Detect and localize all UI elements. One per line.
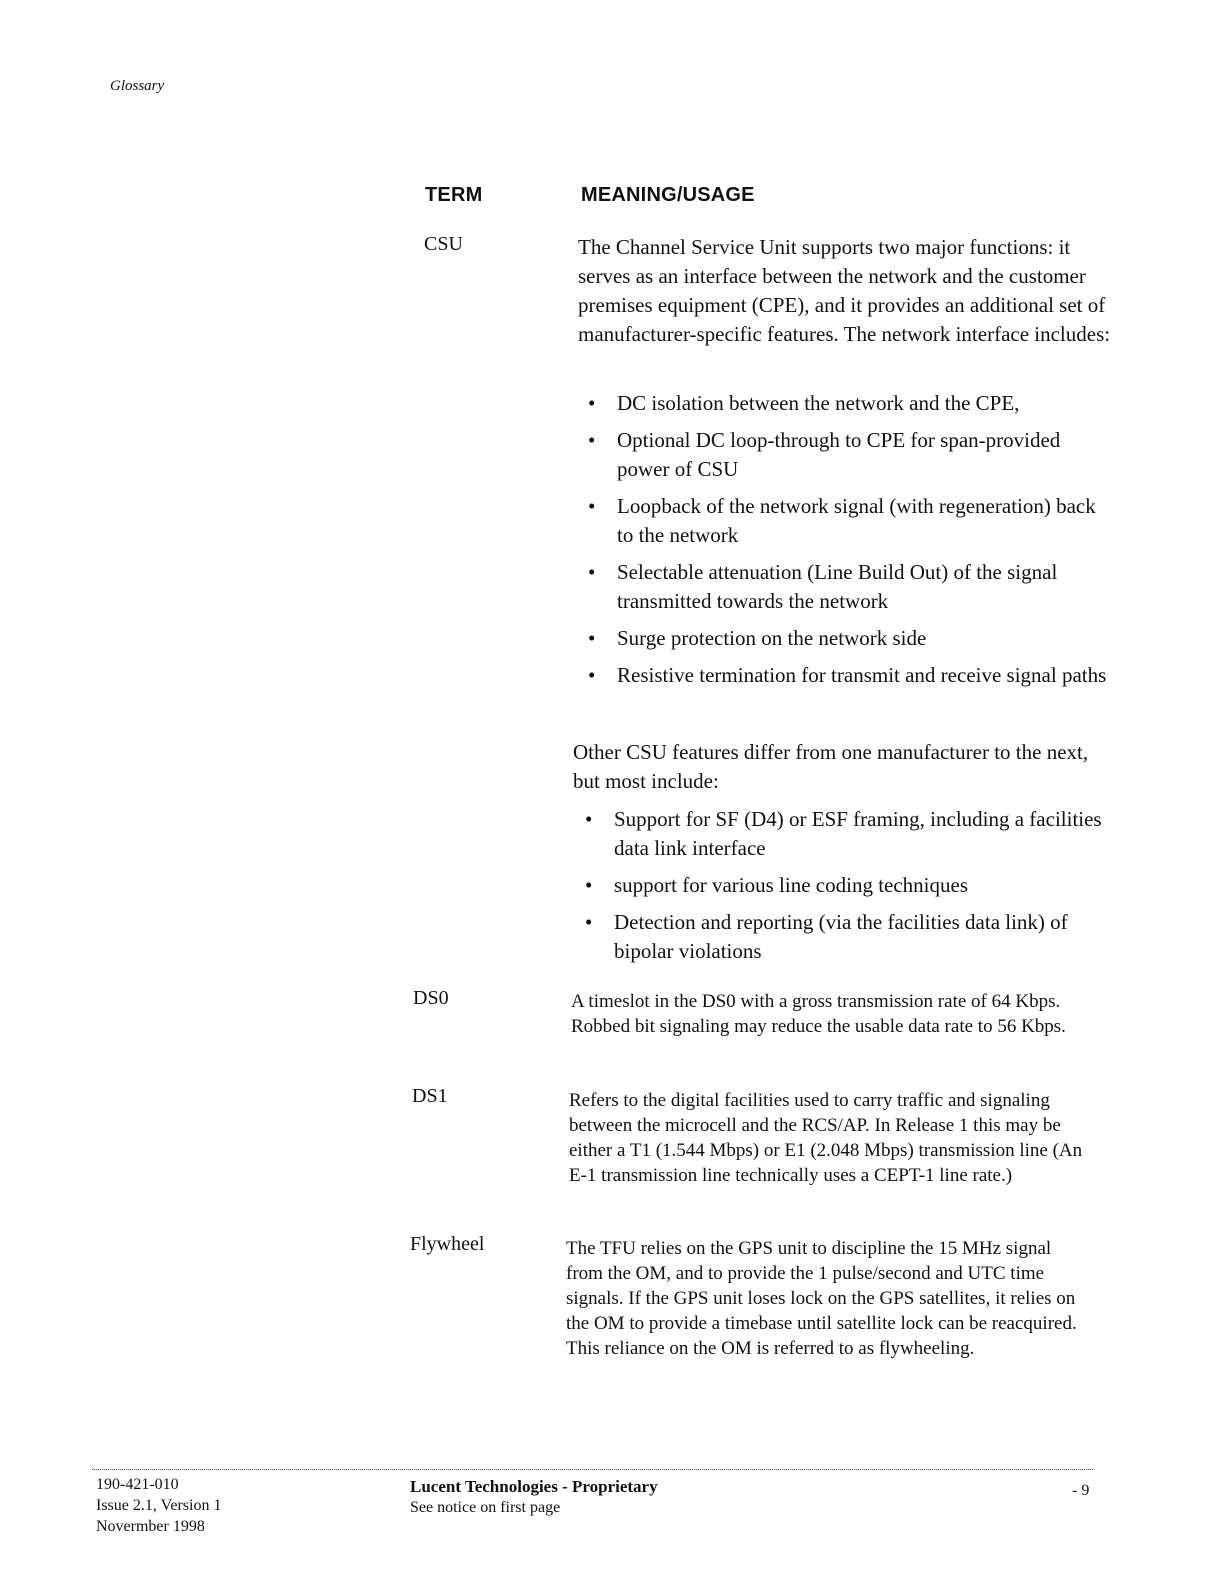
csu-network-interface-list (584, 389, 1114, 698)
list-item-text: DC isolation between the network and the CPE, (617, 391, 1020, 415)
bullet-icon: • (585, 873, 593, 897)
term-flywheel: Flywheel (410, 1233, 485, 1255)
footer-divider (92, 1469, 1093, 1470)
list-item-text: Detection and reporting (via the facilities data link) of bipolar violations (614, 910, 1068, 963)
term-ds1: DS1 (412, 1085, 448, 1107)
list-item-text: Optional DC loop-through to CPE for span-provided power of CSU (617, 428, 1061, 481)
bullet-icon: • (588, 626, 596, 650)
list-item-text: Selectable attenuation (Line Build Out) of the signal transmitted towards the network (617, 560, 1058, 613)
meaning-column-heading: MEANING/USAGE (581, 184, 755, 206)
list-item-text: Loopback of the network signal (with regeneration) back to the network (617, 494, 1096, 547)
list-item-text: support for various line coding techniques (614, 873, 969, 897)
term-ds0: DS0 (413, 987, 449, 1009)
list-item (584, 426, 1114, 484)
ds0-definition: A timeslot in the DS0 with a gross transmission rate of 64 Kbps. Robbed bit signaling may reduce the usable data rate to 56 Kbps. (571, 991, 1066, 1037)
page-number: - 9 (1072, 1482, 1090, 1499)
footer-proprietary-notice (410, 1476, 658, 1518)
document-number: 190-421-010 (96, 1476, 179, 1493)
list-item-text: Surge protection on the network side (617, 626, 927, 650)
bullet-icon: • (588, 663, 596, 687)
issue-version: Issue 2.1, Version 1 (96, 1497, 222, 1514)
list-item-text: Support for SF (D4) or ESF framing, including a facilities data link interface (614, 807, 1102, 860)
bullet-icon: • (585, 807, 593, 831)
list-item (584, 389, 1114, 418)
issue-date: Novermber 1998 (96, 1518, 205, 1535)
list-item-text: Resistive termination for transmit and receive signal paths (617, 663, 1107, 687)
bullet-icon: • (588, 391, 596, 415)
list-item (584, 558, 1114, 616)
csu-other-features-list (581, 805, 1111, 974)
company-name: Lucent Technologies - Proprietary (410, 1477, 658, 1496)
term-csu: CSU (424, 233, 463, 255)
term-column-heading: TERM (425, 184, 483, 206)
bullet-icon: • (585, 910, 593, 934)
csu-other-features-intro: Other CSU features differ from one manufacturer to the next, but most include: (573, 740, 1089, 793)
bullet-icon: • (588, 428, 596, 452)
list-item (584, 661, 1114, 690)
csu-intro: The Channel Service Unit supports two major functions: it serves as an interface between the network and the customer premises equipment (CPE), and it provides an additional set of manufacturer-specific features. The network interface includes: (578, 235, 1111, 346)
footer-document-info (96, 1474, 221, 1537)
list-item (581, 908, 1111, 966)
list-item (584, 492, 1114, 550)
bullet-icon: • (588, 494, 596, 518)
list-item (581, 805, 1111, 863)
flywheel-definition: The TFU relies on the GPS unit to discipline the 15 MHz signal from the OM, and to provide the 1 pulse/second and UTC time signals. If the GPS unit loses lock on the GPS satellites, it relies on the OM to provide a timebase until satellite lock can be reacquired. This reliance on the OM is referred to as flywheeling. (566, 1238, 1077, 1359)
list-item (581, 871, 1111, 900)
list-item (584, 624, 1114, 653)
ds1-definition: Refers to the digital facilities used to carry traffic and signaling between the microcell and the RCS/AP. In Release 1 this may be either a T1 (1.544 Mbps) or E1 (2.048 Mbps) transmission line (An E-1 transmission line technically uses a CEPT-1 line rate.) (569, 1090, 1083, 1186)
notice-text: See notice on first page (410, 1499, 561, 1516)
running-head: Glossary (110, 78, 165, 94)
bullet-icon: • (588, 560, 596, 584)
